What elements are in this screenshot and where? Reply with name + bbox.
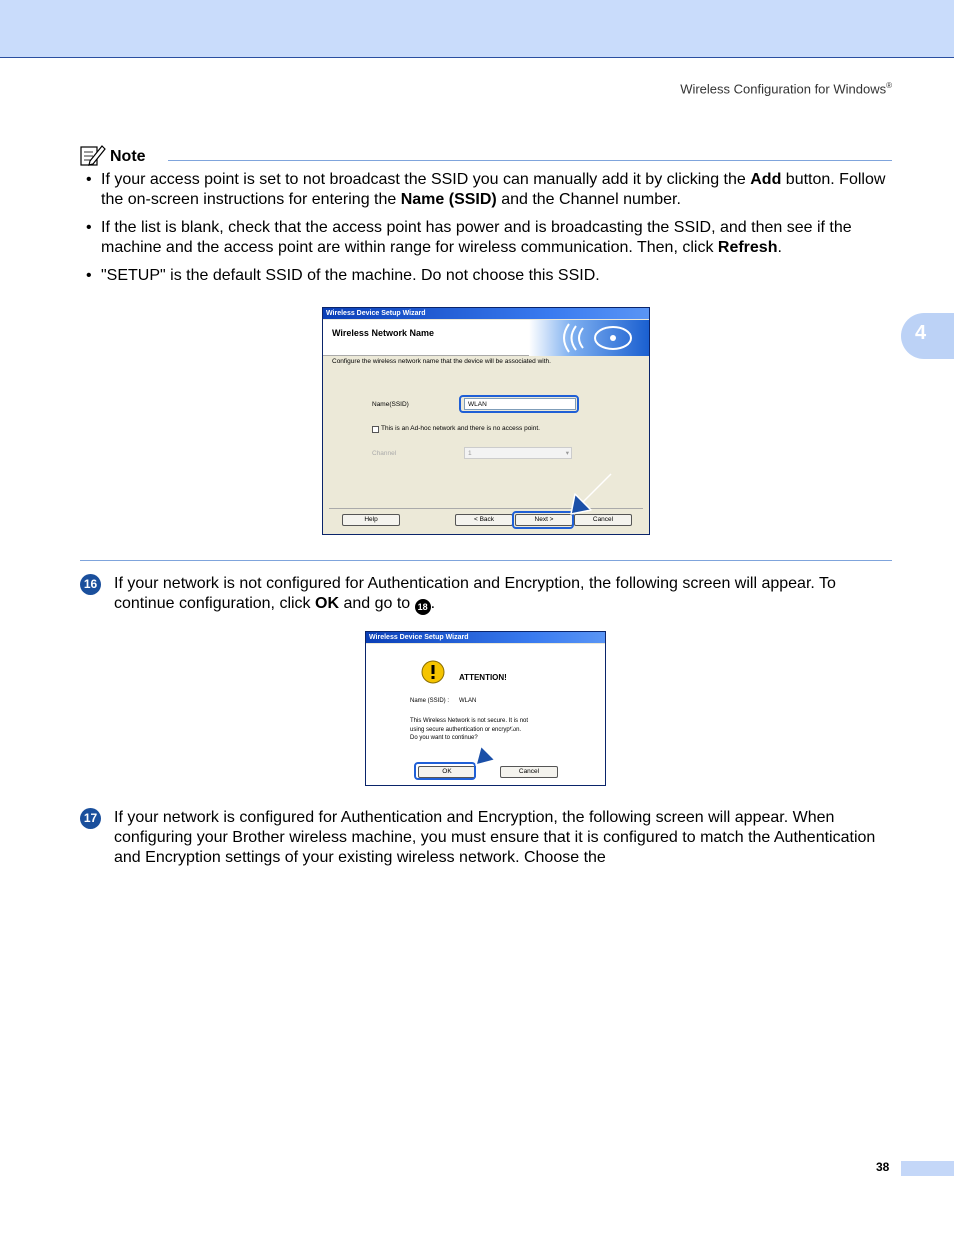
ok-highlight [414,762,476,780]
step-ref: 18 [415,599,431,615]
footer-bar [901,1161,954,1176]
chapter-tab: 4 [901,313,954,359]
note-bullet: • If the list is blank, check that the access point has power and is broadcasting the SSID, and then see if the machine and the access point are within range for wireless communication. Then, click Refresh. [86,219,852,256]
pointer-arrow-icon [472,723,520,771]
channel-label: Channel [372,450,397,457]
banner-title: Wireless Network Name [332,328,434,338]
back-button[interactable]: < Back [455,514,513,526]
wizard-banner [323,320,649,356]
ssid-value: WLAN [459,698,477,704]
note-bullet: • If your access point is set to not broadcast the SSID you can manually add it by clicking the Add button. Follow the on-screen instructions for entering the Name (SSID) and the Channel number. [86,171,886,208]
note-header [80,143,892,167]
header-band [0,0,954,58]
running-header: Wireless Configuration for Windows® [680,81,892,97]
window-title: Wireless Device Setup Wizard [323,308,649,319]
warning-icon [420,659,446,685]
warning-message: This Wireless Network is not secure. It is not using secure authentication or encryption. Do you want to continue? [410,718,529,741]
step-text: If your network is configured for Authentication and Encryption, the following screen will appear. When configuring your Brother wireless machine, you must ensure that it is configured to match the Authentication and Encryption settings of your existing wireless network. Choose the [114,809,876,866]
wireless-logo-icon [529,320,649,356]
pointer-arrow-icon [567,468,617,518]
note-pencil-icon [80,143,106,167]
step-number: 16 [80,574,101,595]
help-button[interactable]: Help [342,514,400,526]
chevron-down-icon: ▾ [565,450,569,457]
note-divider [168,160,892,161]
page-number: 38 [876,1160,890,1174]
next-highlight [512,511,574,529]
cancel-button[interactable]: Cancel [500,766,558,778]
note-bullets [86,170,896,294]
ssid-input[interactable]: WLAN [464,398,576,410]
step-number: 17 [80,808,101,829]
ssid-highlight [459,395,579,413]
wizard-screenshot-network-name [322,307,650,535]
ssid-label: Name (SSID) : [410,698,450,704]
wizard-description: Configure the wireless network name that the device will be associated with. [332,358,551,365]
ok-button[interactable]: OK [418,766,476,778]
note-bullet: • "SETUP" is the default SSID of the machine. Do not choose this SSID. [86,267,600,284]
ssid-label: Name(SSID) [372,401,409,408]
cancel-button[interactable]: Cancel [574,514,632,526]
step-text: If your network is not configured for Authentication and Encryption, the following screen will appear. To continue configuration, click OK and go to 18 . [114,574,892,615]
adhoc-label: This is an Ad-hoc network and there is no access point. [381,425,540,432]
adhoc-checkbox[interactable] [372,426,379,433]
channel-select[interactable]: 1 ▾ [464,447,572,459]
window-title: Wireless Device Setup Wizard [366,632,605,643]
next-button[interactable]: Next > [515,514,573,526]
section-divider [80,560,892,561]
wizard-screenshot-attention [365,631,606,786]
attention-title: ATTENTION! [459,673,507,682]
note-label: Note [110,148,146,165]
